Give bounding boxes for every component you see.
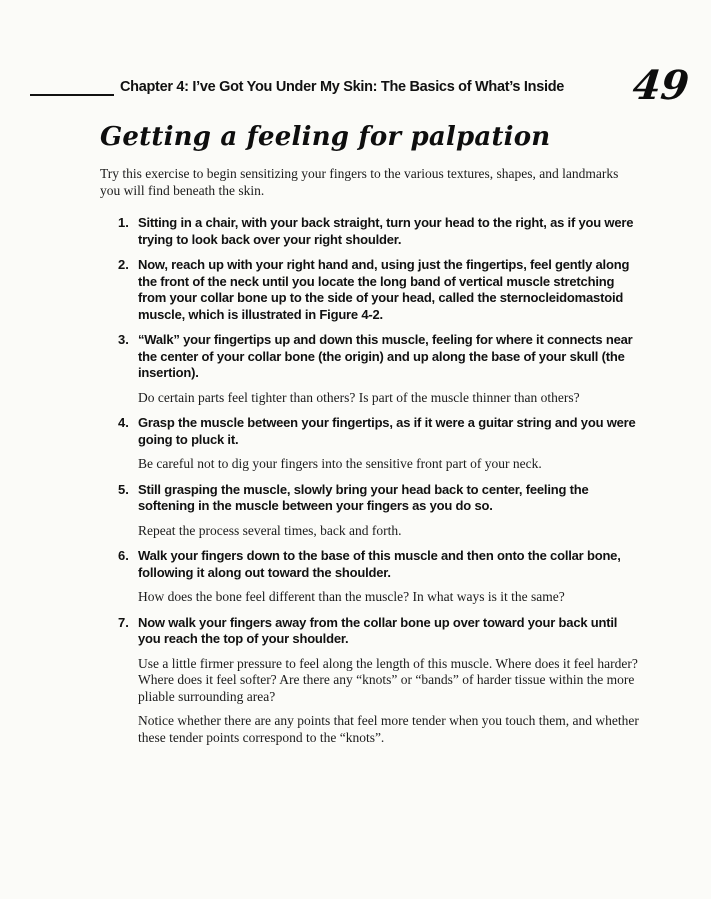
list-item-followup: Do certain parts feel tighter than others? Is part of the muscle thinner than others? [138, 389, 580, 405]
list-item-body [138, 415, 642, 473]
list-item-body [138, 257, 642, 323]
list-item-followup: Be careful not to dig your fingers into the sensitive front part of your neck. [138, 456, 542, 471]
list-item-body [138, 215, 642, 248]
list-item-number: 1. [118, 215, 129, 230]
list-item-lead: Grasp the muscle between your fingertips, as if it were a guitar string and you were going to pluck it. [138, 415, 636, 447]
list-item [118, 615, 642, 747]
list-item-number: 2. [118, 257, 129, 272]
list-item-lead: Now walk your fingers away from the collar bone up over toward your back until you reach the top of your shoulder. [138, 614, 618, 646]
list-item-followup: How does the bone feel different than the muscle? In what ways is it the same? [138, 589, 565, 604]
list-item-number: 3. [118, 332, 129, 347]
list-item-number: 6. [118, 548, 129, 563]
list-item [118, 415, 642, 473]
list-item-body [138, 332, 642, 406]
list-item [118, 257, 642, 323]
intro-paragraph: Try this exercise to begin sensitizing your fingers to the various textures, shapes, and landmarks you will find beneath the skin. [100, 166, 619, 198]
list-item [118, 548, 642, 606]
running-header [0, 0, 711, 109]
chapter-title: Chapter 4: I’ve Got You Under My Skin: The Basics of What’s Inside [120, 79, 565, 95]
list-item-lead: Now, reach up with your right hand and, using just the fingertips, feel gently along the front of the neck until you locate the long band of vertical muscle stretching from your collar bone up to the side of your head, called the sternocleidomastoid muscle, which is illustrated in Figure 4-2. [138, 257, 630, 322]
header-rule [30, 80, 114, 96]
list-item-body [138, 615, 642, 747]
list-item [118, 215, 642, 248]
list-item-followup: Repeat the process several times, back and forth. [138, 522, 402, 538]
list-item-number: 4. [118, 415, 129, 430]
list-item [118, 332, 642, 406]
list-item-number: 5. [118, 481, 129, 497]
list-item-lead: Still grasping the muscle, slowly bring your head back to center, feeling the softening in the muscle between your fingers as you do so. [138, 481, 589, 513]
page-content [100, 122, 642, 746]
numbered-steps [118, 215, 642, 746]
section-heading: Getting a feeling for palpation [100, 122, 551, 152]
list-item-body [138, 548, 642, 606]
list-item [118, 482, 642, 540]
list-item-number: 7. [118, 614, 129, 630]
list-item-followup: Notice whether there are any points that feel more tender when you touch them, and whether these tender points correspond to the “knots”. [138, 713, 639, 745]
page-number: 49 [630, 62, 692, 109]
list-item-lead: Sitting in a chair, with your back straight, turn your head to the right, as if you were trying to look back over your right shoulder. [138, 215, 634, 247]
list-item-body [138, 482, 642, 540]
list-item-followup: Use a little firmer pressure to feel along the length of this muscle. Where does it feel harder? Where does it feel softer? Are there any “knots” or “bands” of harder tissue within the more pliable surrounding area? [138, 655, 638, 704]
list-item-lead: “Walk” your fingertips up and down this muscle, feeling for where it connects near the center of your collar bone (the origin) and up along the base of your skull (the insertion). [138, 332, 633, 380]
list-item-lead: Walk your fingers down to the base of this muscle and then onto the collar bone, following it along out toward the shoulder. [138, 548, 621, 580]
